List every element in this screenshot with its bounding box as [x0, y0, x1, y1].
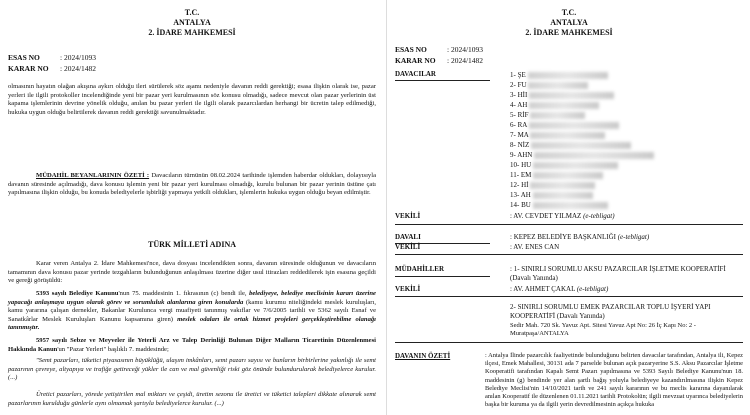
esas-value: : 2024/1093 — [60, 53, 97, 62]
redaction-blur — [533, 192, 593, 199]
plaintiff-item — [510, 70, 654, 80]
e-tebligat-note: (e-tebligat) — [617, 233, 650, 241]
plaintiff-item — [510, 170, 654, 180]
divider — [395, 296, 743, 297]
attorney-label: VEKİLİ — [395, 212, 421, 220]
law-5957-name: 5957 sayılı Sebze ve Meyveler ile Yeterli Arz ve Talep Derinliği Bulunan Diğer Malların Ticaretinin Düzenlenmesi Hakkında Kanun — [8, 337, 376, 353]
redaction-blur — [529, 102, 599, 109]
nation-title: TÜRK MİLLETİ ADINA — [147, 240, 236, 249]
defense-summary-paragraph: olmasının hayatın olağan akışına aykırı olduğu ileri sürülerek söz aşamı nedeniyle davanın reddi gerektiği; esasa ilişkin olarak ise, pazar yerleri ile ilgili protokoller incelendiğinde yeni bir pazar yeri kurulmasının söz konusu olmadığı, sadece mevcut olan pazar yerlerinin üst kapama işlemlerinin devrine yönelik olduğu, anılan bu pazar yerleri ile ilgili olarak pazarcılardan herhangi bir ücretin talep edilmediği, hukuka uygun olduğu belirtilerek davanın reddi gerektiği savunulmaktadır. — [8, 83, 376, 116]
plaintiff-item — [510, 110, 654, 120]
redaction-blur — [530, 182, 595, 189]
left-esas-row — [8, 52, 96, 63]
defendant-name: : KEPEZ BELEDİYE BAŞKANLIĞI — [510, 233, 616, 241]
defendant-label: DAVALI — [395, 233, 421, 241]
plaintiffs-list — [510, 70, 654, 210]
divider — [395, 224, 743, 225]
right-karar-row — [395, 55, 483, 66]
plaintiff-item — [510, 160, 654, 170]
plaintiff-name: 7- MA — [510, 131, 529, 139]
plaintiff-item — [510, 120, 654, 130]
left-karar-row — [8, 63, 96, 74]
left-header-city: ANTALYA — [173, 18, 211, 27]
divider — [395, 276, 490, 277]
e-tebligat-note: (e-tebligat) — [576, 285, 609, 293]
plaintiff-name: 10- HU — [510, 161, 532, 169]
attorney-name: : AV. ENES CAN — [510, 243, 560, 251]
attorney-name: : AV. CEVDET YILMAZ — [510, 212, 582, 220]
attorney-label: VEKİLİ — [395, 243, 421, 251]
plaintiff-name: 4- AH — [510, 101, 528, 109]
right-header-city: ANTALYA — [550, 18, 588, 27]
redaction-blur — [530, 112, 585, 119]
plaintiff-name: 9- AHN — [510, 151, 533, 159]
redaction-blur — [529, 122, 619, 129]
karar-label: KARAR NO — [395, 56, 436, 65]
redaction-blur — [534, 152, 654, 159]
law-5393-text-c: (kamu kurumu niteliğindeki meslek kuruluşları, kamu yararına çalışan dernekler, Bakanlar Kurulunca vergi muafiyeti tanınmış vakıflar ve 7/6/2005 tarihli ve 5362 sayılı Esnaf ve Sanatkârlar Meslek Kuruluşları Kanunu kapsamına giren) — [8, 298, 376, 323]
law-5393-text-b: belediyeye, belediye meclisinin kararı üzerine yapacağı anlaşmaya uygun olarak görev ve sorumluluk alanlarına giren konularda — [8, 290, 376, 306]
redaction-blur — [531, 142, 631, 149]
plaintiff-item — [510, 180, 654, 190]
plaintiff-item — [510, 100, 654, 110]
e-tebligat-note: (e-tebligat) — [583, 212, 615, 220]
law-5957-rest: 'un "Pazar Yerleri" başlıklı 7. maddesinde; — [57, 345, 169, 353]
redaction-blur — [528, 82, 588, 89]
divider — [395, 254, 743, 255]
plaintiff-name: 12- Hİ — [510, 181, 529, 189]
plaintiff-name: 2- FU — [510, 81, 527, 89]
plaintiff-item — [510, 90, 654, 100]
plaintiffs-label: DAVACILAR — [395, 70, 436, 78]
plaintiffs-underline — [395, 80, 490, 81]
divider — [395, 342, 743, 343]
redaction-blur — [533, 162, 618, 169]
plaintiff-item — [510, 80, 654, 90]
plaintiff-item — [510, 190, 654, 200]
redaction-blur — [530, 132, 605, 139]
karar-label: KARAR NO — [8, 64, 49, 73]
plaintiff-name: 3- HİI — [510, 91, 528, 99]
right-document-page — [386, 0, 750, 415]
plaintiff-name: 11- EM — [510, 171, 532, 179]
plaintiff-item — [510, 150, 654, 160]
interveners-label: MÜDAHİLLER — [395, 265, 445, 273]
intervener-1-note: (Davalı Yanında) — [510, 274, 558, 282]
court-reasoning-paragraph: Karar veren Antalya 2. İdare Mahkemesi'nce, dava dosyası incelendikten sonra, davanın süresinde olduğunun ve davacıların tamamının dava konusu pazar yerinde tezgahların bulunduğunun anlaşılması üzerine diğer usul itirazları reddedilerek işin esasına geçildi ve gereği görüşüldü: — [8, 260, 376, 285]
municipality-law-paragraph — [8, 290, 376, 333]
law-5393-name: 5393 sayılı Belediye Kanunu — [36, 290, 119, 297]
redaction-blur — [533, 172, 603, 179]
right-esas-row — [395, 44, 483, 55]
plaintiff-item — [510, 200, 654, 210]
esas-value: : 2024/1093 — [447, 45, 484, 54]
law-5957-paragraph — [8, 337, 376, 354]
case-summary-label: DAVANIN ÖZETİ — [395, 352, 451, 360]
plaintiff-name: 8- NİZ — [510, 141, 530, 149]
intervener-summary — [8, 172, 376, 198]
attorney-label: VEKİLİ — [395, 285, 421, 293]
karar-value: : 2024/1482 — [447, 56, 484, 65]
plaintiff-name: 5- RİF — [510, 111, 529, 119]
law-5393-text-d: meslek odaları ile ortak hizmet projeleri gerçekleştirebilme olanağı tanınmıştır. — [8, 315, 377, 332]
left-header-tc: T.C. — [184, 8, 200, 17]
plaintiff-name: 13- AH — [510, 191, 531, 199]
plaintiff-name: 14- BU — [510, 201, 531, 209]
plaintiff-item — [510, 140, 654, 150]
left-header-court: 2. İDARE MAHKEMESİ — [148, 28, 236, 37]
intervener-1-name: : 1- SINIRLI SORUMLU AKSU PAZARCILAR İŞLETME KOOPERATİFİ — [510, 265, 726, 273]
law-5393-text-a: 'nun 75. maddesinin 1. fıkrasının (c) bendi ile, — [118, 290, 247, 297]
right-header-court: 2. İDARE MAHKEMESİ — [525, 28, 613, 37]
intervener-summary-title: MÜDAHİL BEYANLARININ ÖZETİ : — [36, 172, 150, 179]
intervener-2-note: (Davalı Yanında) — [556, 312, 605, 320]
quote-semt-pazarlari: "Semt pazarları, tüketici piyasasının büyüklüğü, ulaşım imkânları, semt pazarı sayısı ve bunların birbirlerine yakınlığı ile semt pazarının çevreye, altyapıya ve trafiğe getireceği yükler ile can ve mal güvenliği riski göz önünde bulundurularak belediyelerce kurulur. (...) — [8, 357, 376, 382]
plaintiff-item — [510, 130, 654, 140]
redaction-blur — [528, 72, 608, 79]
redaction-blur — [533, 202, 608, 209]
intervener-summary-text: Davacıların türnünün 08.02.2024 tarihinde işlemden haberdar oldukları, dolayısıyla davanın süresinde açılmadığı, dava konusu işlemin yeni bir pazar yeri kurulması olmadığı, kurulu bulunan bir pazar yerinin üstüne çatı yapılmasına ilişkin olduğu, bu konuda belediyelerle işbirliği yapmaya yetkili oldukları, işlemlerin hukuka uygun olduğu beyan edilmiştir. — [8, 172, 376, 197]
attorney-name: : AV. AHMET ÇAKAL — [510, 285, 576, 293]
plaintiff-name: 6- RA — [510, 121, 527, 129]
right-header-tc: T.C. — [561, 8, 577, 17]
esas-label: ESAS NO — [8, 53, 40, 62]
case-summary-text: : Antalya İlinde pazarcılık faaliyetinde bulunduğunu belirten davacılar tarafından, Antalya ili, Kepez ilçesi, Emek Mahallesi, 30131 ada 7 parselde bulunan açık pazaryerine S.S. Aksu Pazarcılar İşletme Kooperatifi tarafından Kapalı Semt Pazarı yapılmasına ve 5393 Sayılı Belediye Kanunu'nun 18. maddesinin (g) bendinde yer alan şartlı bağış yoluyla belediyeye kazandırılmasına ilişkin Kepez Belediye Meclisi'nin 14/10/2021 tarih ve 241 sayılı kararının ve bu meclis kararına dayanılarak anılan Kooperatif ile düzenlenen 01.11.2021 tarihli Protokolün; ilgili mevzuat uyarınca belediyelerin başka bir kuruma ya da ilgili yerin devredilmesinin açıkça hukuka — [485, 352, 743, 409]
redaction-blur — [529, 92, 614, 99]
intervener-2-address: Sedir Mah. 720 Sk. Yavuz Apt. Sitesi Yavuz Apt No: 26 İç Kapı No: 2 - Muratpaşa/ANTALYA — [510, 322, 696, 337]
plaintiff-name: 1- ŞE — [510, 71, 526, 79]
esas-label: ESAS NO — [395, 45, 427, 54]
karar-value: : 2024/1482 — [60, 64, 97, 73]
quote-uretici-pazarlari: Üretici pazarları, yörede yetiştirilen mal miktarı ve çeşidi, üretim sezonu ile üretici ve tüketici talepleri dikkate alınarak semt pazarlarının kurulduğu günlerle aynı olmamak şartıyla belediyelerce kurulur. (...) — [8, 391, 376, 407]
intervener-2-name: 2- SINIRLI SORUMLU EMEK PAZARCILAR TOPLU İŞYERİ YAPI KOOPERATİFİ — [510, 303, 711, 320]
